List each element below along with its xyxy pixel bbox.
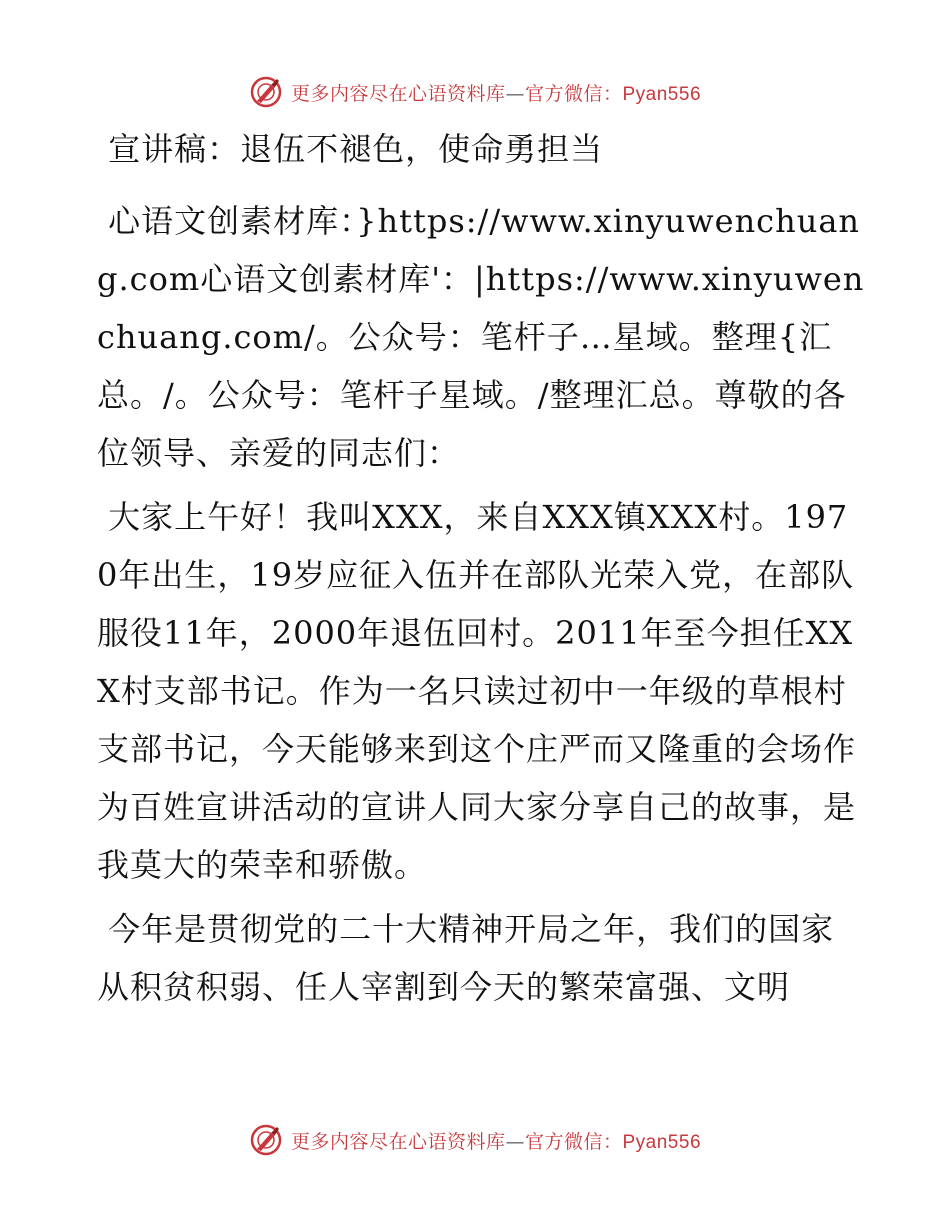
paragraph-1: 心语文创素材库：}https://www.xinyuwenchuang.com心语文创素材库'：|https://www.xinyuwenchuang.com/。公众号：笔杆子…星域。整理{汇总。/。公众号：笔杆子星域。/整理汇总。尊敬的各位领导、亲爱的同志们：	[97, 202, 865, 472]
brand-logo-icon	[249, 1123, 283, 1157]
watermark-separator: —	[505, 82, 525, 105]
document-body	[97, 120, 867, 1022]
watermark-label: 官方微信：	[524, 82, 623, 105]
document-title: 宣讲稿：退伍不褪色，使命勇担当	[97, 130, 604, 168]
watermark-account: Pyan556	[622, 83, 702, 105]
footer-watermark	[0, 1120, 950, 1160]
watermark-main-text: 更多内容尽在心语资料库	[290, 82, 506, 105]
watermark-text	[291, 1127, 701, 1154]
brand-logo-icon	[249, 75, 283, 109]
watermark-account: Pyan556	[622, 1131, 702, 1153]
paragraph-2: 大家上午好！我叫XXX，来自XXX镇XXX村。1970年出生，19岁应征入伍并在部队光荣入党，在部队服役11年，2000年退伍回村。2011年至今担任XXX村支部书记。作为一名只读过初中一年级的草根村支部书记，今天能够来到这个庄严而又隆重的会场作为百姓宣讲活动的宣讲人同大家分享自己的故事，是我莫大的荣幸和骄傲。	[97, 498, 857, 884]
header-watermark	[0, 72, 950, 112]
watermark-separator: —	[505, 1130, 525, 1153]
paragraph-3: 今年是贯彻党的二十大精神开局之年，我们的国家从积贫积弱、任人宰割到今天的繁荣富强、文明	[97, 910, 835, 1006]
watermark-main-text: 更多内容尽在心语资料库	[290, 1130, 506, 1153]
watermark-text	[291, 79, 701, 106]
watermark-label: 官方微信：	[524, 1130, 623, 1153]
